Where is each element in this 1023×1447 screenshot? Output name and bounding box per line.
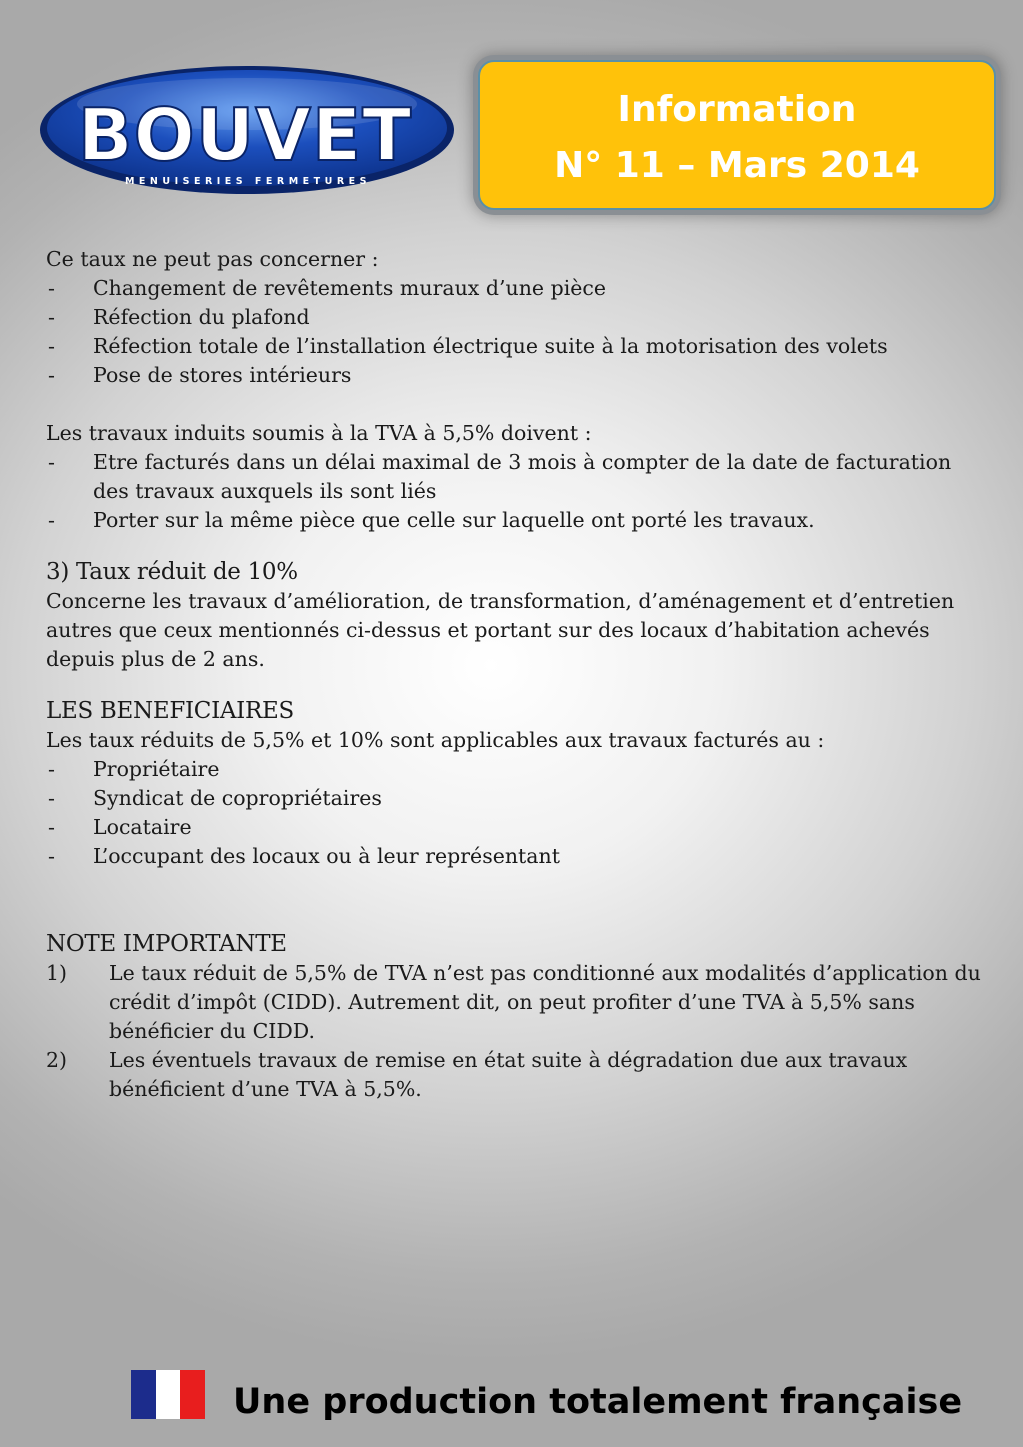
logo-brand-text: BOUVET <box>77 93 413 177</box>
list-item <box>46 959 986 1046</box>
note-heading: NOTE IMPORTANTE <box>46 931 287 957</box>
list-item: - Etre facturés dans un délai maximal de 3 mois à compter de la date de facturation des travaux auxquels ils sont liés <box>46 448 986 506</box>
exclusions-list <box>46 274 986 390</box>
exclusions-intro: Ce taux ne peut pas concerner : <box>46 247 379 271</box>
note-list <box>46 959 986 1104</box>
list-item: - Propriétaire <box>46 755 986 784</box>
info-box <box>478 60 996 210</box>
footer-slogan: Une production totalement française <box>233 1382 963 1422</box>
beneficiaries-intro: Les taux réduits de 5,5% et 10% sont applicables aux travaux facturés au : <box>46 728 825 752</box>
list-item: - Réfection du plafond <box>46 303 986 332</box>
french-flag-icon <box>131 1370 205 1419</box>
beneficiaries-heading: LES BENEFICIAIRES <box>46 698 294 724</box>
list-item: - Locataire <box>46 813 986 842</box>
beneficiaries-list <box>46 755 986 871</box>
list-number: 2) <box>46 1048 68 1072</box>
bouvet-logo <box>38 64 456 196</box>
rate10-heading: 3) Taux réduit de 10% <box>46 559 298 585</box>
list-item: - L’occupant des locaux ou à leur représentant <box>46 842 986 871</box>
list-item <box>46 1046 986 1104</box>
list-number: 1) <box>46 961 68 985</box>
induced-list <box>46 448 986 535</box>
list-item: - Changement de revêtements muraux d’une pièce <box>46 274 986 303</box>
list-item-text: Le taux réduit de 5,5% de TVA n’est pas conditionné aux modalités d’application du crédit d’impôt (CIDD). Autrement dit, on peut profiter d’une TVA à 5,5% sans bénéficier du CIDD. <box>109 961 981 1043</box>
list-item: - Syndicat de copropriétaires <box>46 784 986 813</box>
logo-tagline-text: MENUISERIES FERMETURES <box>124 176 372 187</box>
induced-intro: Les travaux induits soumis à la TVA à 5,5% doivent : <box>46 421 592 445</box>
list-item: - Porter sur la même pièce que celle sur laquelle ont porté les travaux. <box>46 506 986 535</box>
rate10-body: Concerne les travaux d’amélioration, de transformation, d’aménagement et d’entretien autres que ceux mentionnés ci-dessus et portant sur des locaux d’habitation achevés depuis plus de 2 ans. <box>46 589 955 671</box>
list-item-text: Les éventuels travaux de remise en état suite à dégradation due aux travaux bénéficient d’une TVA à 5,5%. <box>109 1048 908 1101</box>
info-issue: N° 11 – Mars 2014 <box>554 145 920 186</box>
document-body <box>46 245 986 1104</box>
info-title: Information <box>617 89 857 130</box>
list-item: - Réfection totale de l’installation électrique suite à la motorisation des volets <box>46 332 986 361</box>
list-item: - Pose de stores intérieurs <box>46 361 986 390</box>
